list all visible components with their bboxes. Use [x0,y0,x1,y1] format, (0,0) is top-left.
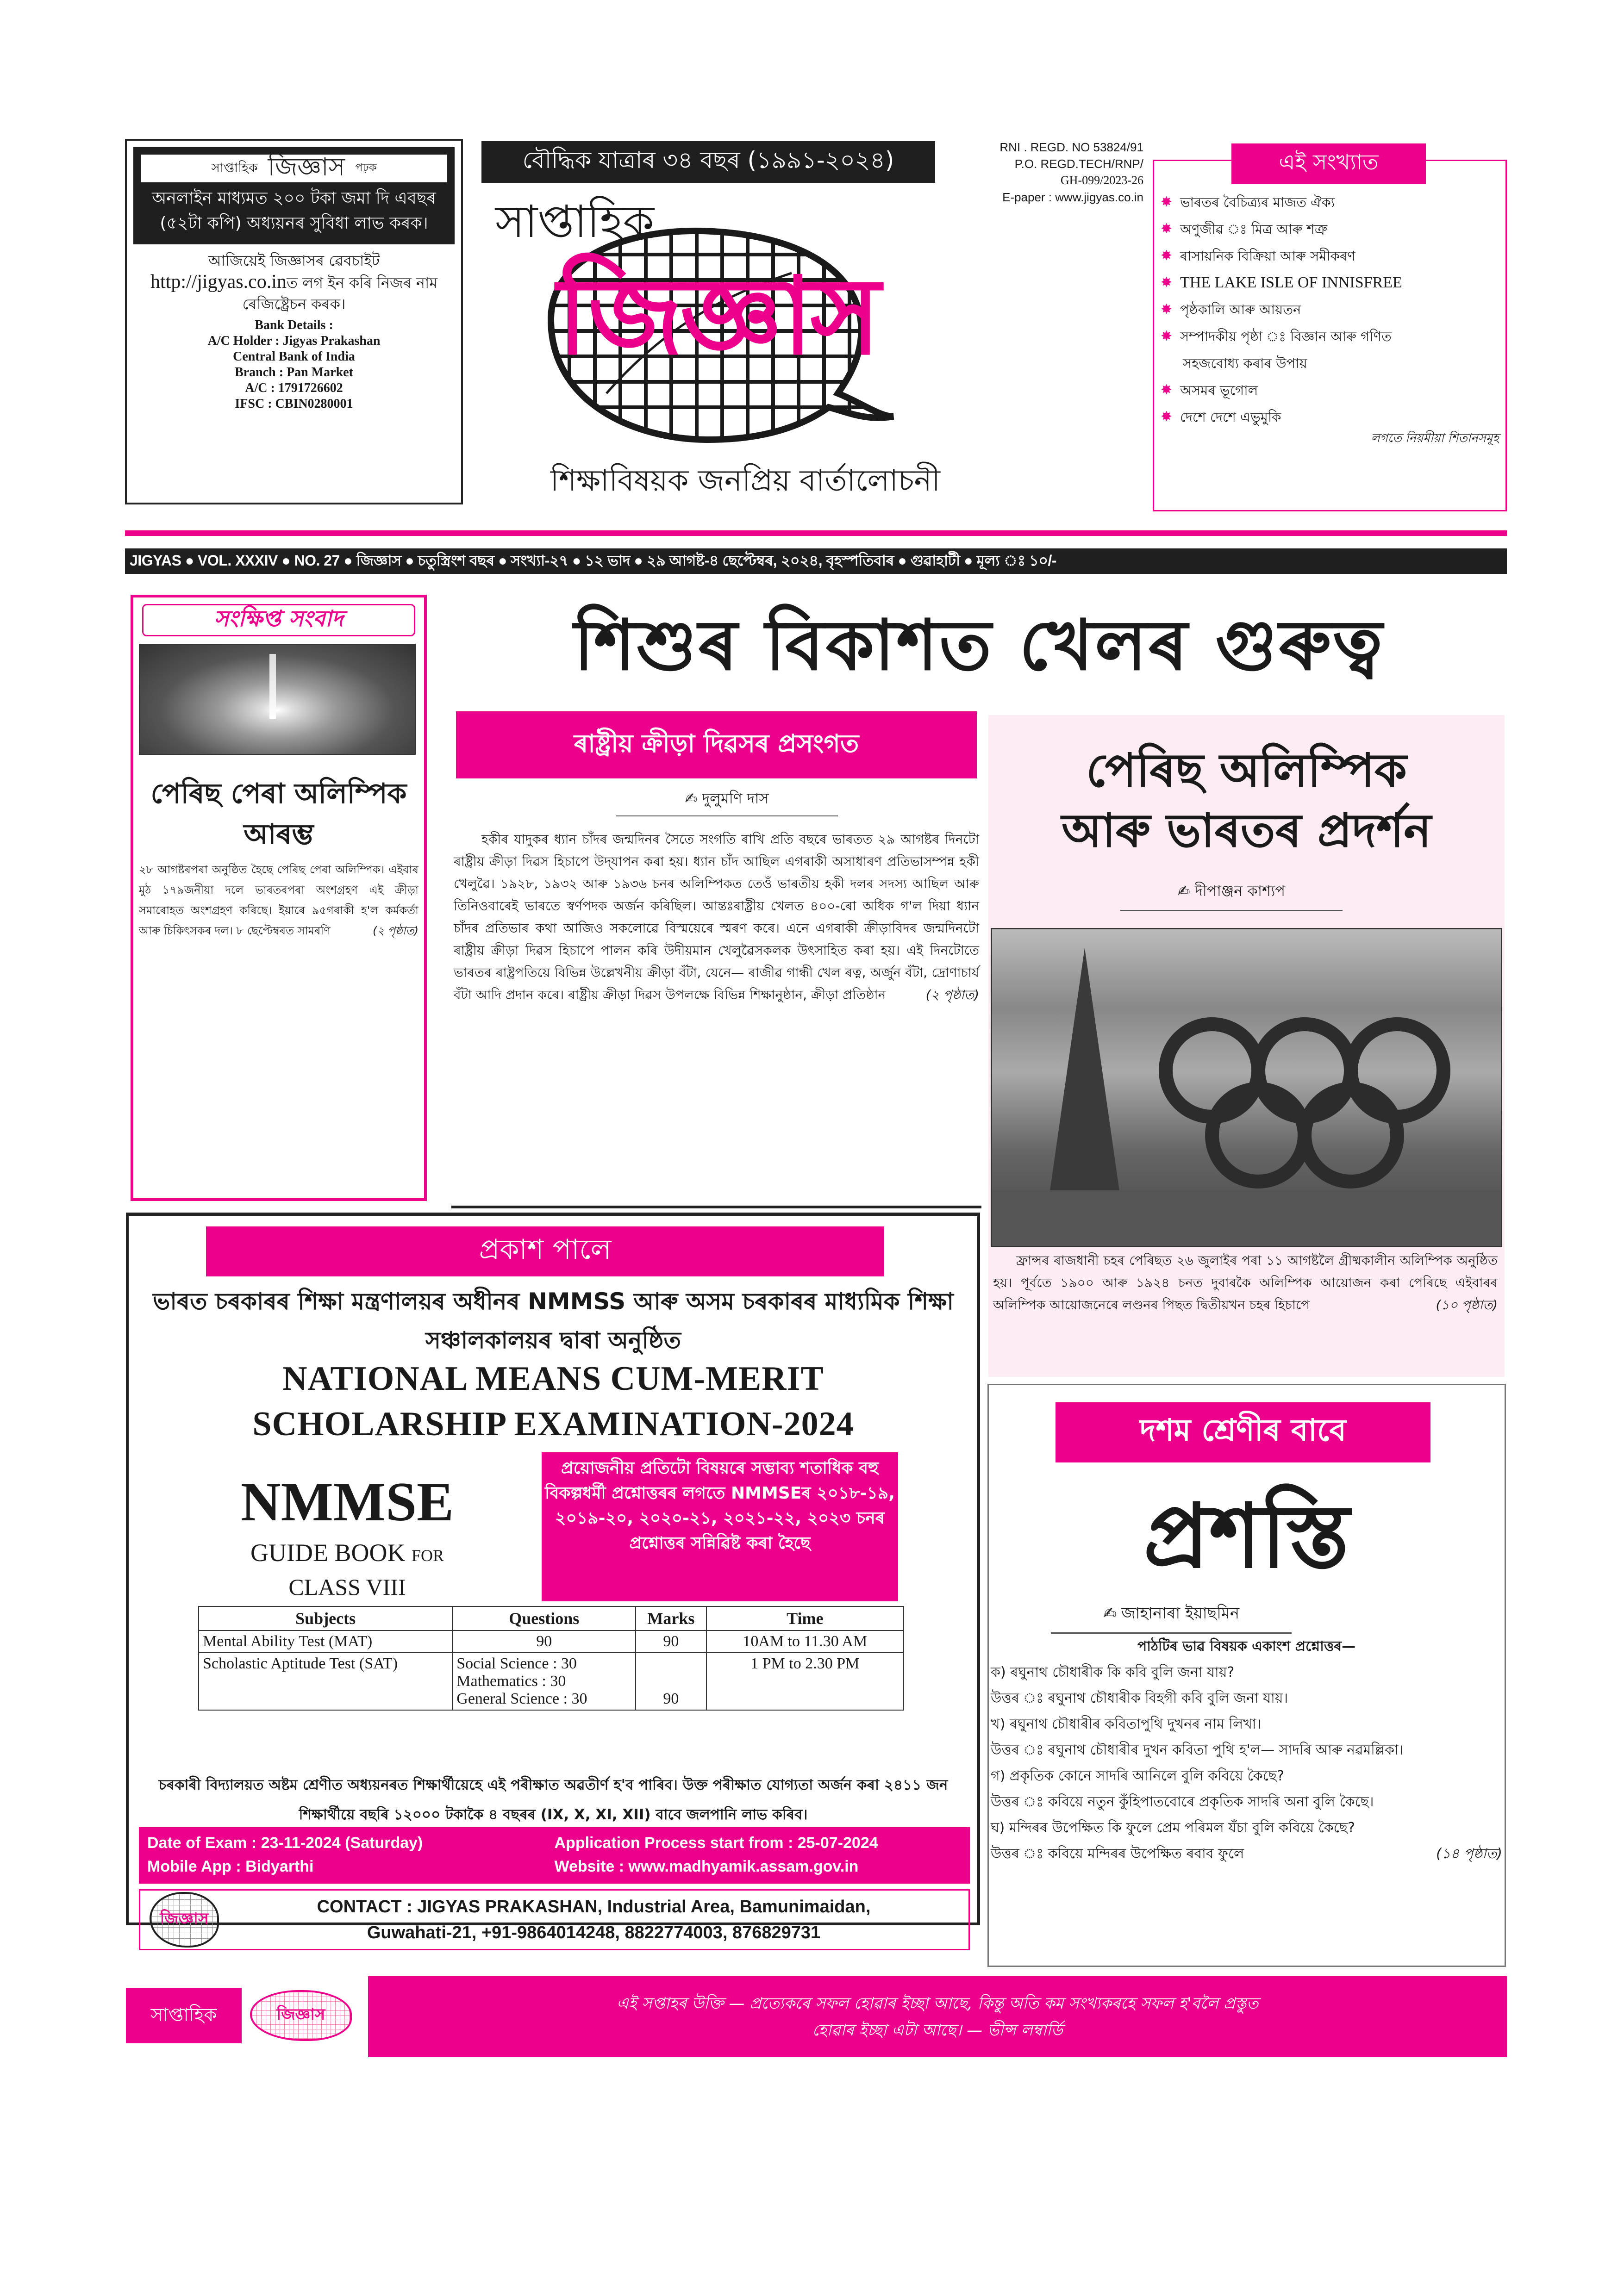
table-row [199,1630,904,1653]
contents-note: লগতে নিয়মীয়া শিতানসমূহ [1371,431,1499,445]
photo-ground [992,1190,1501,1246]
subscription-title-prefix: সাপ্তাহিক [211,160,258,175]
nmmse-assamese-intro: ভাৰত চৰকাৰৰ শিক্ষা মন্ত্ৰণালয়ৰ অধীনৰ NMMSS আৰু অসম চৰকাৰৰ মাধ্যমিক শিক্ষা সঞ্চালকালয়ৰ দ্বাৰা অনুষ্ঠিত [153,1288,954,1354]
subscription-web-line [133,250,455,315]
contents-item-label: সহজবোধ্য কৰাৰ উপায় [1183,355,1307,371]
postal-reg: P.O. REGD.TECH/RNP/ [1014,157,1143,171]
book-for: FOR [411,1546,444,1565]
contents-item-label: THE LAKE ISLE OF INNISFREE [1180,274,1402,291]
subscription-offer-text: অনলাইন মাধ্যমত ২০০ টকা জমা দি এবছৰ (৫২টা কপি) অধ্যয়নৰ সুবিধা লাভ কৰক। [152,189,436,233]
contact-phones: Guwahati-21, +91-9864014248, 8822774003, 876829731 [367,1923,821,1942]
qa-question: ঘ) মন্দিৰৰ উপেক্ষিত কি ফুলে প্ৰেম পৰিমল যঁচা বুলি কবিয়ে কৈছে? [991,1820,1355,1836]
continued-link[interactable]: (১০ পৃষ্ঠাত) [1436,1297,1498,1313]
registration-info [940,139,1143,205]
nmmse-published-band: প্ৰকাশ পালে [206,1226,884,1276]
col-marks: Marks [636,1606,706,1630]
subscription-box [125,139,463,504]
continued-link[interactable]: (২ পৃষ্ঠাত) [925,987,979,1002]
olympics-headline-line1: পেৰিছ অলিম্পিক [1086,743,1407,797]
class-x-band: দশম শ্ৰেণীৰ বাবে [1056,1402,1430,1462]
question-general-science: General Science : 30 [456,1690,587,1707]
qa-question: গ) প্ৰকৃতিক কোনে সাদৰি আনিলে বুলি কবিয়ে কৈছে? [991,1768,1284,1784]
brief-news-title: সংক্ষিপ্ত সংবাদ [142,604,415,636]
contents-item-label: ভাৰতৰ বৈচিত্ৰ্যৰ মাজত ঐক্য [1180,194,1335,210]
website-link[interactable]: http://jigyas.co.in [150,271,287,292]
cell-subject: Mental Ability Test (MAT) [199,1630,452,1653]
class-x-qa [991,1634,1502,1867]
nmmse-book-title [213,1467,481,1602]
question-social-science: Social Science : 30 [456,1655,577,1672]
bank-name: Central Bank of India [233,349,355,364]
olympics-text: ফ্ৰান্সৰ ৰাজধানী চহৰ পেৰিছত ২৬ জুলাইৰ পৰা ১১ আগষ্টলৈ গ্ৰীষ্মকালীন অলিম্পিক অনুষ্ঠিত হয়। পূৰ্বতে ১৯০০ আৰু ১৯২৪ চনত দুবাৰকৈ অলিম্পিক আয়োজন কৰা পেৰিছে এইবাৰৰ অলিম্পিক আয়োজনেৰে লণ্ডনৰ পিছত দ্বিতীয়খন চহৰ হিচাপে [993,1253,1498,1313]
masthead-tagline: বৌদ্ধিক যাত্ৰাৰ ৩৪ বছৰ (১৯৯১-২০২৪) [481,141,935,183]
contents-item[interactable] [1161,323,1499,350]
contact-strip [139,1889,970,1950]
dateline-bar: JIGYAS ● VOL. XXXIV ● NO. 27 ● জিজ্ঞাস ● চতুস্ত্ৰিংশ বছৰ ● সংখ্যা-২৭ ● ১২ ভাদ ● ২৯ আগষ্ট-৪ ছেপ্টেম্বৰ, ২০২৪, বৃহস্পতিবাৰ ● গুৱাহাটী ● মূল্য ঃ ১০/- [125,548,1507,574]
contents-item[interactable] [1161,216,1499,243]
nmmse-feature-box: প্ৰয়োজনীয় প্ৰতিটো বিষয়ৰে সম্ভাব্য শতাধিক বহু বিকল্পধৰ্মী প্ৰশ্নোত্তৰৰ লগতে NMMSEৰ ২০১৮-১৯, ২০১৯-২০, ২০২০-২১, ২০২১-২২, ২০২৩ চনৰ প্ৰশ্নোত্তৰ সন্নিৱিষ্ট কৰা হৈছে [542,1452,898,1601]
exam-website-link[interactable]: Website : www.madhyamik.assam.gov.in [554,1858,859,1875]
bank-account: A/C : 1791726602 [245,381,343,395]
mobile-app: Mobile App : Bidyarthi [147,1858,314,1875]
contents-item[interactable] [1161,377,1499,404]
olympic-ring-icon [1205,1082,1312,1188]
contents-item-continued[interactable] [1161,350,1499,377]
contents-item[interactable] [1161,189,1499,216]
application-start: Application Process start from : 25-07-2024 [554,1834,878,1852]
weekly-label: সাপ্তাহিক [495,196,655,248]
cell-marks: 90 [636,1653,706,1710]
qa-answer: উত্তৰ ঃ ৰঘুনাথ চৌধাৰীক বিহগী কবি বুলি জনা যায়। [991,1690,1288,1706]
book-class: CLASS VIII [288,1574,406,1600]
star-bullet-icon: ✸ [1161,409,1173,425]
contents-item[interactable] [1161,243,1499,269]
contents-item-label: সম্পাদকীয় পৃষ্ঠা ঃ বিজ্ঞান আৰু গণিত [1180,329,1392,344]
col-time: Time [706,1606,904,1630]
col-subjects: Subjects [199,1606,452,1630]
class-x-title[interactable]: প্ৰশস্তি [1143,1485,1350,1587]
olympics-body [993,1250,1498,1316]
subscription-title-suffix: পঢ়ক [355,161,377,174]
contents-item[interactable] [1161,404,1499,430]
continued-link[interactable]: (১৪ পৃষ্ঠাত) [1436,1846,1502,1862]
contents-item-label: দেশে দেশে এভুমুকি [1180,409,1281,425]
olympic-ring-icon [1298,1082,1404,1188]
contents-item[interactable] [1161,269,1499,296]
star-bullet-icon: ✸ [1161,194,1173,210]
bank-ifsc: IFSC : CBIN0280001 [235,397,353,411]
bank-holder: A/C Holder : Jigyas Prakashan [207,334,381,348]
main-headline[interactable]: শিশুৰ বিকাশত খেলৰ গুৰুত্ব [574,605,1385,686]
cell-subject: Scholastic Aptitude Test (SAT) [199,1653,452,1710]
exam-info-band [139,1827,970,1884]
nmmse-english-title [139,1356,968,1447]
question-mathematics: Mathematics : 30 [456,1673,566,1690]
web-prefix: আজিয়েই জিজ্ঞাসৰ ৱেবচাইট [208,252,380,269]
contents-item-label: অসমৰ ভূগোল [1180,382,1258,398]
logo-title: জিজ্ঞাস [557,255,878,379]
bank-details [133,317,455,412]
masthead-subtitle: শিক্ষাবিষয়ক জনপ্ৰিয় বাৰ্তালোচনী [550,464,940,498]
qa-intro: পাঠটিৰ ভাৱ বিষয়ক একাংশ প্ৰশ্নোত্তৰ— [1137,1638,1356,1655]
star-bullet-icon: ✸ [1161,248,1173,264]
exam-schedule-table [198,1606,904,1711]
cell-marks: 90 [636,1630,706,1653]
qa-answer: উত্তৰ ঃ ৰঘুনাথ চৌধাৰীৰ দুখন কবিতা পুথি হ'ল— সাদৰি আৰু নৱমল্লিকা। [991,1742,1404,1758]
brief-news-headline[interactable]: পেৰিছ পেৰা অলিম্পিক আৰম্ভ [150,778,407,851]
sports-day-body [454,828,979,1006]
star-bullet-icon: ✸ [1161,275,1173,290]
olympics-byline: ✍ দীপাঞ্জন কাশ্যপ [1120,879,1343,911]
masthead-divider [125,530,1507,536]
sports-day-text: হকীৰ যাদুকৰ ধ্যান চাঁদৰ জন্মদিনৰ সৈতে সংগতি ৰাখি প্ৰতি বছৰে ভাৰতত ২৯ আগষ্টৰ দিনটো ৰাষ্ট্ৰীয় ক্ৰীড়া দিৱস হিচাপে উদ্‌যাপন কৰা হয়। ধ্যান চাঁদ আছিল এগৰাকী অসাধাৰণ প্ৰতিভাসম্পন্ন হকী খেলুৱৈ। ১৯২৮, ১৯৩২ আৰু ১৯৩৬ চনৰ অলিম্পিকত তেওঁ ভাৰতীয় হকী দলৰ সদস্য আছিল আৰু তিনিওবাৰেই ভাৰতে স্বৰ্ণপদক অৰ্জন কৰিছিল। আন্তঃৰাষ্ট্ৰীয় খেলত ৪০০-ৰো অধিক গ'ল দিয়া ধ্যান চাঁদৰ প্ৰতিভাৰ কথা আজিও সকলোৱে বিস্ময়েৰে স্মৰণ কৰে। এনে এগৰাকী ক্ৰীড়াবিদৰ জন্মদিনটো ৰাষ্ট্ৰীয় ক্ৰীড়া দিৱস হিচাপে পালন কৰি উদীয়মান খেলুৱৈসকলক উৎসাহিত কৰা হয়। এই দিনটোতে ভাৰতৰ ৰাষ্ট্ৰপতিয়ে বিভিন্ন উল্লেখনীয় ক্ৰীড়া বঁটা, যেনে— ৰাজীৱ গান্ধী খেল ৰত্ন, অৰ্জুন বঁটা, দ্ৰোণাচাৰ্য বঁটা আদি প্ৰদান কৰে। ৰাষ্ট্ৰীয় ক্ৰীড়া দিৱস উপলক্ষে বিভিন্ন শিক্ষানুষ্ঠান, ক্ৰীড়া প্ৰতিষ্ঠান [454,832,979,1002]
rni-number: RNI . REGD. NO 53824/91 [999,140,1143,154]
bank-branch: Branch : Pan Market [235,365,353,380]
contents-title: এই সংখ্যাত [1231,143,1426,184]
contents-item-label: ৰাসায়নিক বিক্ৰিয়া আৰু সমীকৰণ [1180,248,1355,264]
jigyas-mini-logo-icon: জিজ্ঞাস [150,1892,219,1948]
section-divider [451,1206,981,1208]
contact-address: CONTACT : JIGYAS PRAKASHAN, Industrial Area, Bamunimaidan, [317,1897,871,1916]
eiffel-tower-shape [1048,948,1122,1207]
subscription-title-name: জিজ্ঞাস [268,152,345,181]
nmmse-title-line1: NATIONAL MEANS CUM-MERIT [282,1360,824,1398]
in-this-issue-box [1153,160,1507,511]
qa-answer: উত্তৰ ঃ কবিয়ে মন্দিৰৰ উপেক্ষিত ৰবাব ফুলে [991,1846,1244,1862]
contact-text [219,1894,968,1946]
qa-question: ক) ৰঘুনাথ চৌধাৰীক কি কবি বুলি জনা যায়? [991,1664,1235,1680]
table-row [199,1653,904,1710]
olympics-headline[interactable] [988,740,1505,861]
brief-news-body [139,859,418,941]
web-suffix: ত লগ ইন কৰি নিজৰ নাম ৰেজিষ্ট্ৰেচন কৰক। [242,274,438,313]
postal-reg-number: GH-099/2023-26 [1060,174,1143,187]
cell-questions: 90 [452,1630,636,1653]
star-bullet-icon: ✸ [1161,382,1173,398]
brief-news-text: ২৮ আগষ্টৰপৰা অনুষ্ঠিত হৈছে পেৰিছ পেৰা অলিম্পিক। এইবাৰ মুঠ ১৭৯জনীয়া দলে ভাৰতৰপৰা অংশগ্ৰহণ এই ক্ৰীড়া সমাৰোহত অংশগ্ৰহণ কৰিছে। ইয়াৰে ৯৫গৰাকী হ'ল কৰ্মকৰ্তা আৰু চিকিৎসকৰ দল। ৮ ছেপ্টেম্বৰত সামৰণি [139,863,418,937]
table-header-row [199,1606,904,1630]
quote-line2: হোৱাৰ ইচ্ছা এটা আছে। — ভীন্স লম্বাৰ্ডি [812,2021,1063,2040]
continued-link[interactable]: (২ পৃষ্ঠাত) [373,924,418,937]
sports-day-byline: ✍ দুলুমণি দাস [616,787,838,816]
subscription-offer [133,147,455,244]
sports-day-heading[interactable]: ৰাষ্ট্ৰীয় ক্ৰীড়া দিৱসৰ প্ৰসংগত [456,711,977,778]
cell-questions [452,1653,636,1710]
contents-list [1161,189,1499,430]
qa-answer-last [991,1841,1502,1867]
cell-time: 10AM to 11.30 AM [706,1630,904,1653]
bank-heading: Bank Details : [255,318,333,332]
olympics-headline-line2: আৰু ভাৰতৰ প্ৰদৰ্শন [1062,803,1431,858]
footer-weekly-label: সাপ্তাহিক [126,1988,242,2043]
quote-line1: এই সপ্তাহৰ উক্তি — প্ৰত্যেকৰে সফল হোৱাৰ ইচ্ছা আছে, কিন্তু অতি কম সংখ্যকৰহে সফল হ'বলৈ প্ৰস্তুত [616,1994,1259,2013]
quote-of-the-week [368,1976,1507,2057]
eligibility-note: চৰকাৰী বিদ্যালয়ত অষ্টম শ্ৰেণীত অধ্যয়নৰত শিক্ষাৰ্থীয়েহে এই পৰীক্ষাত অৱতীৰ্ণ হ'ব পাৰিব। উক্ত পৰীক্ষাত যোগ্যতা অৰ্জন কৰা ২৪১১ জন শিক্ষাৰ্থীয়ে বছৰি ১২০০০ টকাকৈ ৪ বছৰৰ (IX, X, XI, XII) বাবে জলপানি লাভ কৰিব। [158,1777,948,1823]
contents-item-label: পৃষ্ঠকালি আৰু আয়তন [1180,302,1301,317]
brief-news-column [131,595,427,1201]
paralympics-opening-photo [139,644,416,755]
book-subtitle: GUIDE BOOK [250,1539,406,1567]
star-bullet-icon: ✸ [1161,301,1173,317]
star-bullet-icon: ✸ [1161,221,1173,237]
nmmse-title-line2: SCHOLARSHIP EXAMINATION-2024 [252,1405,854,1443]
col-questions: Questions [452,1606,636,1630]
epaper-link[interactable]: E-paper : www.jigyas.co.in [1002,190,1143,204]
exam-date: Date of Exam : 23-11-2024 (Saturday) [147,1834,423,1852]
star-bullet-icon: ✸ [1161,328,1173,344]
subscription-title [140,154,448,183]
eiffel-tower-olympic-rings-photo [991,928,1502,1247]
footer-logo-icon: জিজ্ঞাস [250,1990,352,2041]
book-title: NMMSE [241,1471,454,1532]
contents-item-label: অণুজীৱ ঃ মিত্ৰ আৰু শত্ৰু [1180,221,1328,237]
class-x-byline: ✍ জাহানাৰা ইয়াছমিন [1051,1601,1292,1634]
contents-item[interactable] [1161,296,1499,323]
cell-time: 1 PM to 2.30 PM [706,1653,904,1710]
qa-question: খ) ৰঘুনাথ চৌধাৰীৰ কবিতাপুথি দুখনৰ নাম লিখা। [991,1716,1262,1732]
qa-answer: উত্তৰ ঃ কবিয়ে নতুন কুঁহিপাতবোৰে প্ৰকৃতিক সাদৰি অনা বুলি কৈছে। [991,1794,1374,1810]
